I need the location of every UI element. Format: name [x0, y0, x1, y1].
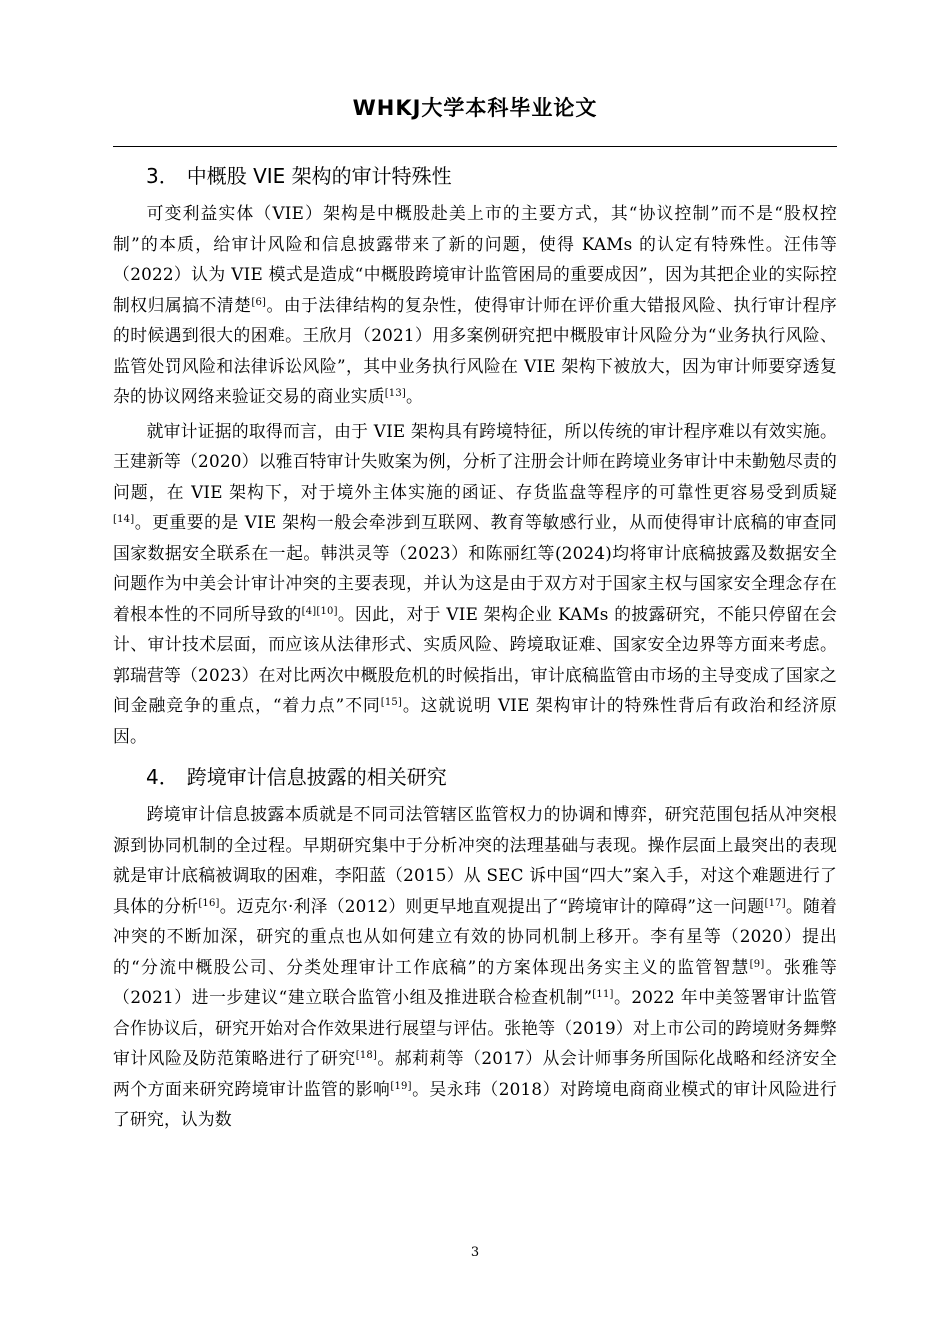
section-heading	[113, 755, 837, 799]
paragraph-text: 。由于法律结构的复杂性，使得审计师在评价重大错报风险、执行审计程序的时候遇到很大的困难。王欣月（2021）用多案例研究把中概股审计风险分为“业务执行风险、监管处罚风险和法律诉讼风险”，其中业务执行风险在 VIE 架构下被放大，因为审计师要穿透复杂的协议网络来验证交易的商业实质	[113, 294, 837, 406]
citation-ref: [13]	[384, 388, 407, 399]
paragraph-text: 。2022 年中美签署审计监管合作协议后，研究开始对合作效果进行展望与评估。张艳等（2019）对上市公司的跨境财务舞弊审计风险及防范策略进行了研究	[113, 987, 837, 1068]
paragraph-text: 就审计证据的取得而言，由于 VIE 架构具有跨境特征，所以传统的审计程序难以有效实施。王建新等（2020）以雅百特审计失败案为例，分析了注册会计师在跨境业务审计中未勤勉尽责的问题，在 VIE 架构下，对于境外主体实施的函证、存货监盘等程序的可靠性更容易受到质疑	[113, 420, 837, 502]
citation-ref: [14]	[113, 514, 135, 525]
section-heading-text: 跨境审计信息披露的相关研究	[186, 765, 447, 789]
paragraph-text: 。更重要的是 VIE 架构一般会牵涉到互联网、教育等敏感行业，从而使得审计底稿的审查同国家数据安全联系在一起。韩洪灵等（2023）和陈丽红等(2024)均将审计底稿披露及数据安全问题作为中美会计审计冲突的主要表现，并认为这是由于双方对于国家主权与国家安全理念存在着根本性的不同所导致的	[113, 512, 837, 624]
paragraph-text: 。吴永玮（2018）对跨境电商商业模式的审计风险进行了研究，认为数	[113, 1078, 837, 1129]
paragraph-text: 。随着冲突的不断加深，研究的重点也从如何建立有效的协同机制上移开。李有星等（2020）提出的“分流中概股公司、分类处理审计工作底稿”的方案体现出务实主义的监管智慧	[113, 895, 837, 977]
document-body	[113, 154, 837, 1139]
body-paragraph	[113, 416, 837, 752]
citation-ref: [4][10]	[301, 605, 338, 617]
paragraph-text: 。郝莉莉等（2017）从会计师事务所国际化战略和经济安全两个方面来研究跨境审计监管的影响	[113, 1048, 837, 1099]
citation-ref: [15]	[380, 697, 403, 708]
paragraph-text: 。这就说明 VIE 架构审计的特殊性背后有政治和经济原因。	[113, 695, 837, 746]
page-number: 3	[470, 1245, 480, 1260]
paragraph-text: 。迈克尔·利泽（2012）则更早地直观提出了“跨境审计的障碍”这一问题	[219, 895, 765, 916]
citation-ref: [16]	[198, 897, 220, 909]
header-divider	[113, 146, 837, 147]
citation-ref: [19]	[390, 1080, 412, 1092]
paragraph-text: 跨境审计信息披露本质就是不同司法管辖区监管权力的协调和博弈，研究范围包括从冲突根源到协同机制的全过程。早期研究集中于分析冲突的法理基础与表现。操作层面上最突出的表现就是审计底稿被调取的困难，李阳蓝（2015）从 SEC 诉中国“四大”案入手，对这个难题进行了具体的分析	[113, 804, 837, 916]
body-paragraph	[113, 799, 837, 1135]
paragraph-text: 。	[406, 386, 424, 406]
section-heading	[113, 154, 837, 198]
citation-ref: [11]	[592, 989, 614, 1000]
section-number: 4．	[146, 765, 179, 789]
paragraph-text: 可变利益实体（VIE）架构是中概股赴美上市的主要方式，其“协议控制”而不是“股权控制”的本质，给审计风险和信息披露带来了新的问题，使得 KAMs 的认定有特殊性。汪伟等（2022）认为 VIE 模式是造成“中概股跨境审计监管困局的重要成因”，因为其把企业的实际控制权归属搞不清楚	[113, 203, 838, 315]
citation-ref: [9]	[749, 958, 765, 970]
page-header-title: WHKJ大学本科毕业论文	[352, 96, 598, 120]
paragraph-text: 。张雅等（2021）进一步建议“建立联合监管小组及推进联合检查机制”	[113, 956, 837, 1007]
citation-ref: [18]	[355, 1050, 378, 1061]
section-heading-text: 中概股 VIE 架构的审计特殊性	[186, 164, 452, 188]
paragraph-text: 。因此，对于 VIE 架构企业 KAMs 的披露研究，不能只停留在会计、审计技术层面，而应该从法律形式、实质风险、跨境取证难、国家安全边界等方面来考虑。郭瑞营等（2023）在对比两次中概股危机的时候指出，审计底稿监管由市场的主导变成了国家之间金融竞争的重点，“着力点”不同	[113, 603, 837, 715]
citation-ref: [6]	[251, 296, 267, 308]
body-paragraph	[113, 198, 837, 412]
citation-ref: [17]	[764, 897, 786, 909]
section-number: 3．	[146, 164, 179, 188]
